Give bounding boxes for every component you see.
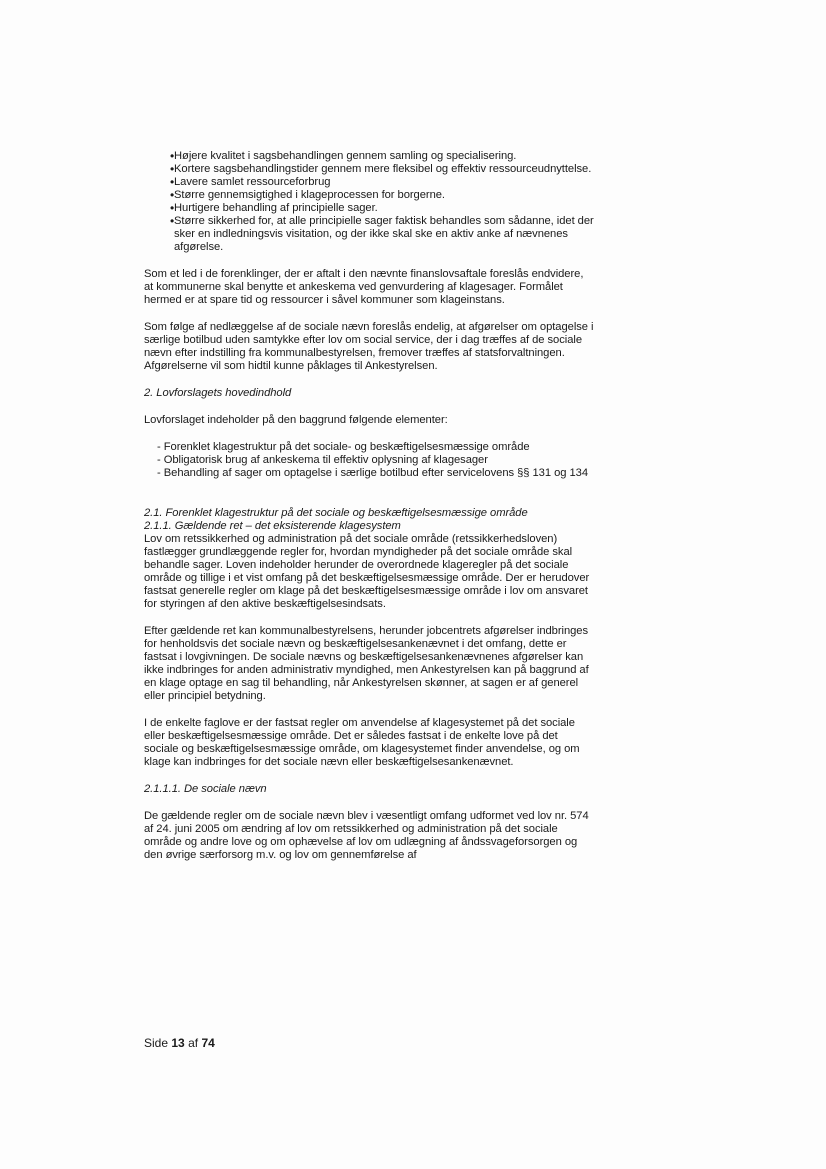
section-heading-2-1-1-1: 2.1.1.1. De sociale nævn — [144, 783, 267, 795]
list-item: - Behandling af sager om optagelse i særlige botilbud efter servicelovens §§ 131 og 134 — [157, 467, 588, 479]
paragraph-ankeskema: Som et led i de forenklinger, der er aftalt i den nævnte finanslovsaftale foreslås endvidere, at kommunerne skal benytte et ankeskema ved genvurdering af klagesager. Formålet hermed er at spare tid og ressourcer i såvel kommuner som klageinstans. — [144, 268, 584, 306]
paragraph-sociale-naevn: De gældende regler om de sociale nævn blev i væsentligt omfang udformet ved lov nr. 574 af 24. juni 2005 om ændring af lov om retssikkerhed og administration på det sociale område og andre love og om ophævelse af lov om udlægning af åndssvageforsorgen og den øvrige særforsorg m.v. og lov om gennemførelse af — [144, 810, 589, 861]
list-item: • Højere kvalitet i sagsbehandlingen gennem samling og specialisering. — [144, 150, 594, 163]
list-item: - Forenklet klagestruktur på det sociale- og beskæftigelsesmæssige område — [157, 441, 530, 453]
list-item: - Obligatorisk brug af ankeskema til effektiv oplysning af klagesager — [157, 454, 488, 466]
section-heading-2: 2. Lovforslagets hovedindhold — [144, 387, 292, 399]
total-page-number: 74 — [201, 1036, 215, 1050]
current-page-number: 13 — [171, 1036, 185, 1050]
benefits-bullet-list — [144, 150, 594, 254]
page-number-footer — [144, 1036, 215, 1050]
page-separator: af — [188, 1036, 199, 1050]
paragraph-faglove: I de enkelte faglove er der fastsat regler om anvendelse af klagesystemet på det sociale eller beskæftigelsesmæssige område. Det er således fastsat i de enkelte love på det sociale og beskæftigelsesmæssige område, om klagesystemet finder anvendelse, og om klage kan indbringes for det sociale nævn eller beskæftigelsesankenævnet. — [144, 717, 580, 768]
elements-dash-list — [144, 441, 594, 480]
paragraph-elements-intro: Lovforslaget indeholder på den baggrund følgende elementer: — [144, 414, 448, 426]
list-item: • Lavere samlet ressourceforbrug — [144, 176, 594, 189]
list-item: • Hurtigere behandling af principielle sager. — [144, 202, 594, 215]
section-heading-2-1-1: 2.1.1. Gældende ret – det eksisterende klagesystem — [144, 520, 401, 532]
section-heading-2-1: 2.1. Forenklet klagestruktur på det sociale og beskæftigelsesmæssige område — [144, 507, 528, 519]
page-body — [144, 150, 594, 862]
page-prefix: Side — [144, 1036, 169, 1050]
paragraph-retssikkerhedsloven: Lov om retssikkerhed og administration på det sociale område (retssikkerhedsloven) fastlægger grundlæggende regler for, hvordan myndigheder på det sociale område skal behandle sager. Loven indeholder herunder de overordnede klageregler på det sociale område og tillige i et vist omfang på det beskæftigelsesmæssige område. Der er herudover fastsat generelle regler om klage på det beskæftigelsesmæssige område i lov om ansvaret for styringen af den aktive beskæftigelsesindsats. — [144, 533, 590, 610]
paragraph-gaeldende-ret: Efter gældende ret kan kommunalbestyrelsens, herunder jobcentrets afgørelser indbringes for henholdsvis det sociale nævn og beskæftigelsesankenævnet i det omfang, dette er fastsat i lovgivningen. De sociale nævns og beskæftigelsesankenævnenes afgørelser kan ikke indbringes for anden administrativ myndighed, men Ankestyrelsen kan på baggrund af en klage optage en sag til behandling, når Ankestyrelsen skønner, at sagen er af generel eller principiel betydning. — [144, 625, 589, 702]
list-item: • Større gennemsigtighed i klageprocessen for borgerne. — [144, 189, 594, 202]
paragraph-botilbud: Som følge af nedlæggelse af de sociale nævn foreslås endelig, at afgørelser om optagelse i særlige botilbud uden samtykke efter lov om social service, der i dag træffes af de sociale nævn efter indstilling fra kommunalbestyrelsen, fremover træffes af statsforvaltningen. Afgørelserne vil som hidtil kunne påklages til Ankestyrelsen. — [144, 321, 594, 372]
list-item: • Større sikkerhed for, at alle principielle sager faktisk behandles som sådanne, idet der sker en indledningsvis visitation, og der ikke skal ske en aktiv anke af nævnenes afgørelse. — [144, 215, 594, 254]
list-item: • Kortere sagsbehandlingstider gennem mere fleksibel og effektiv ressourceudnyttelse. — [144, 163, 594, 176]
